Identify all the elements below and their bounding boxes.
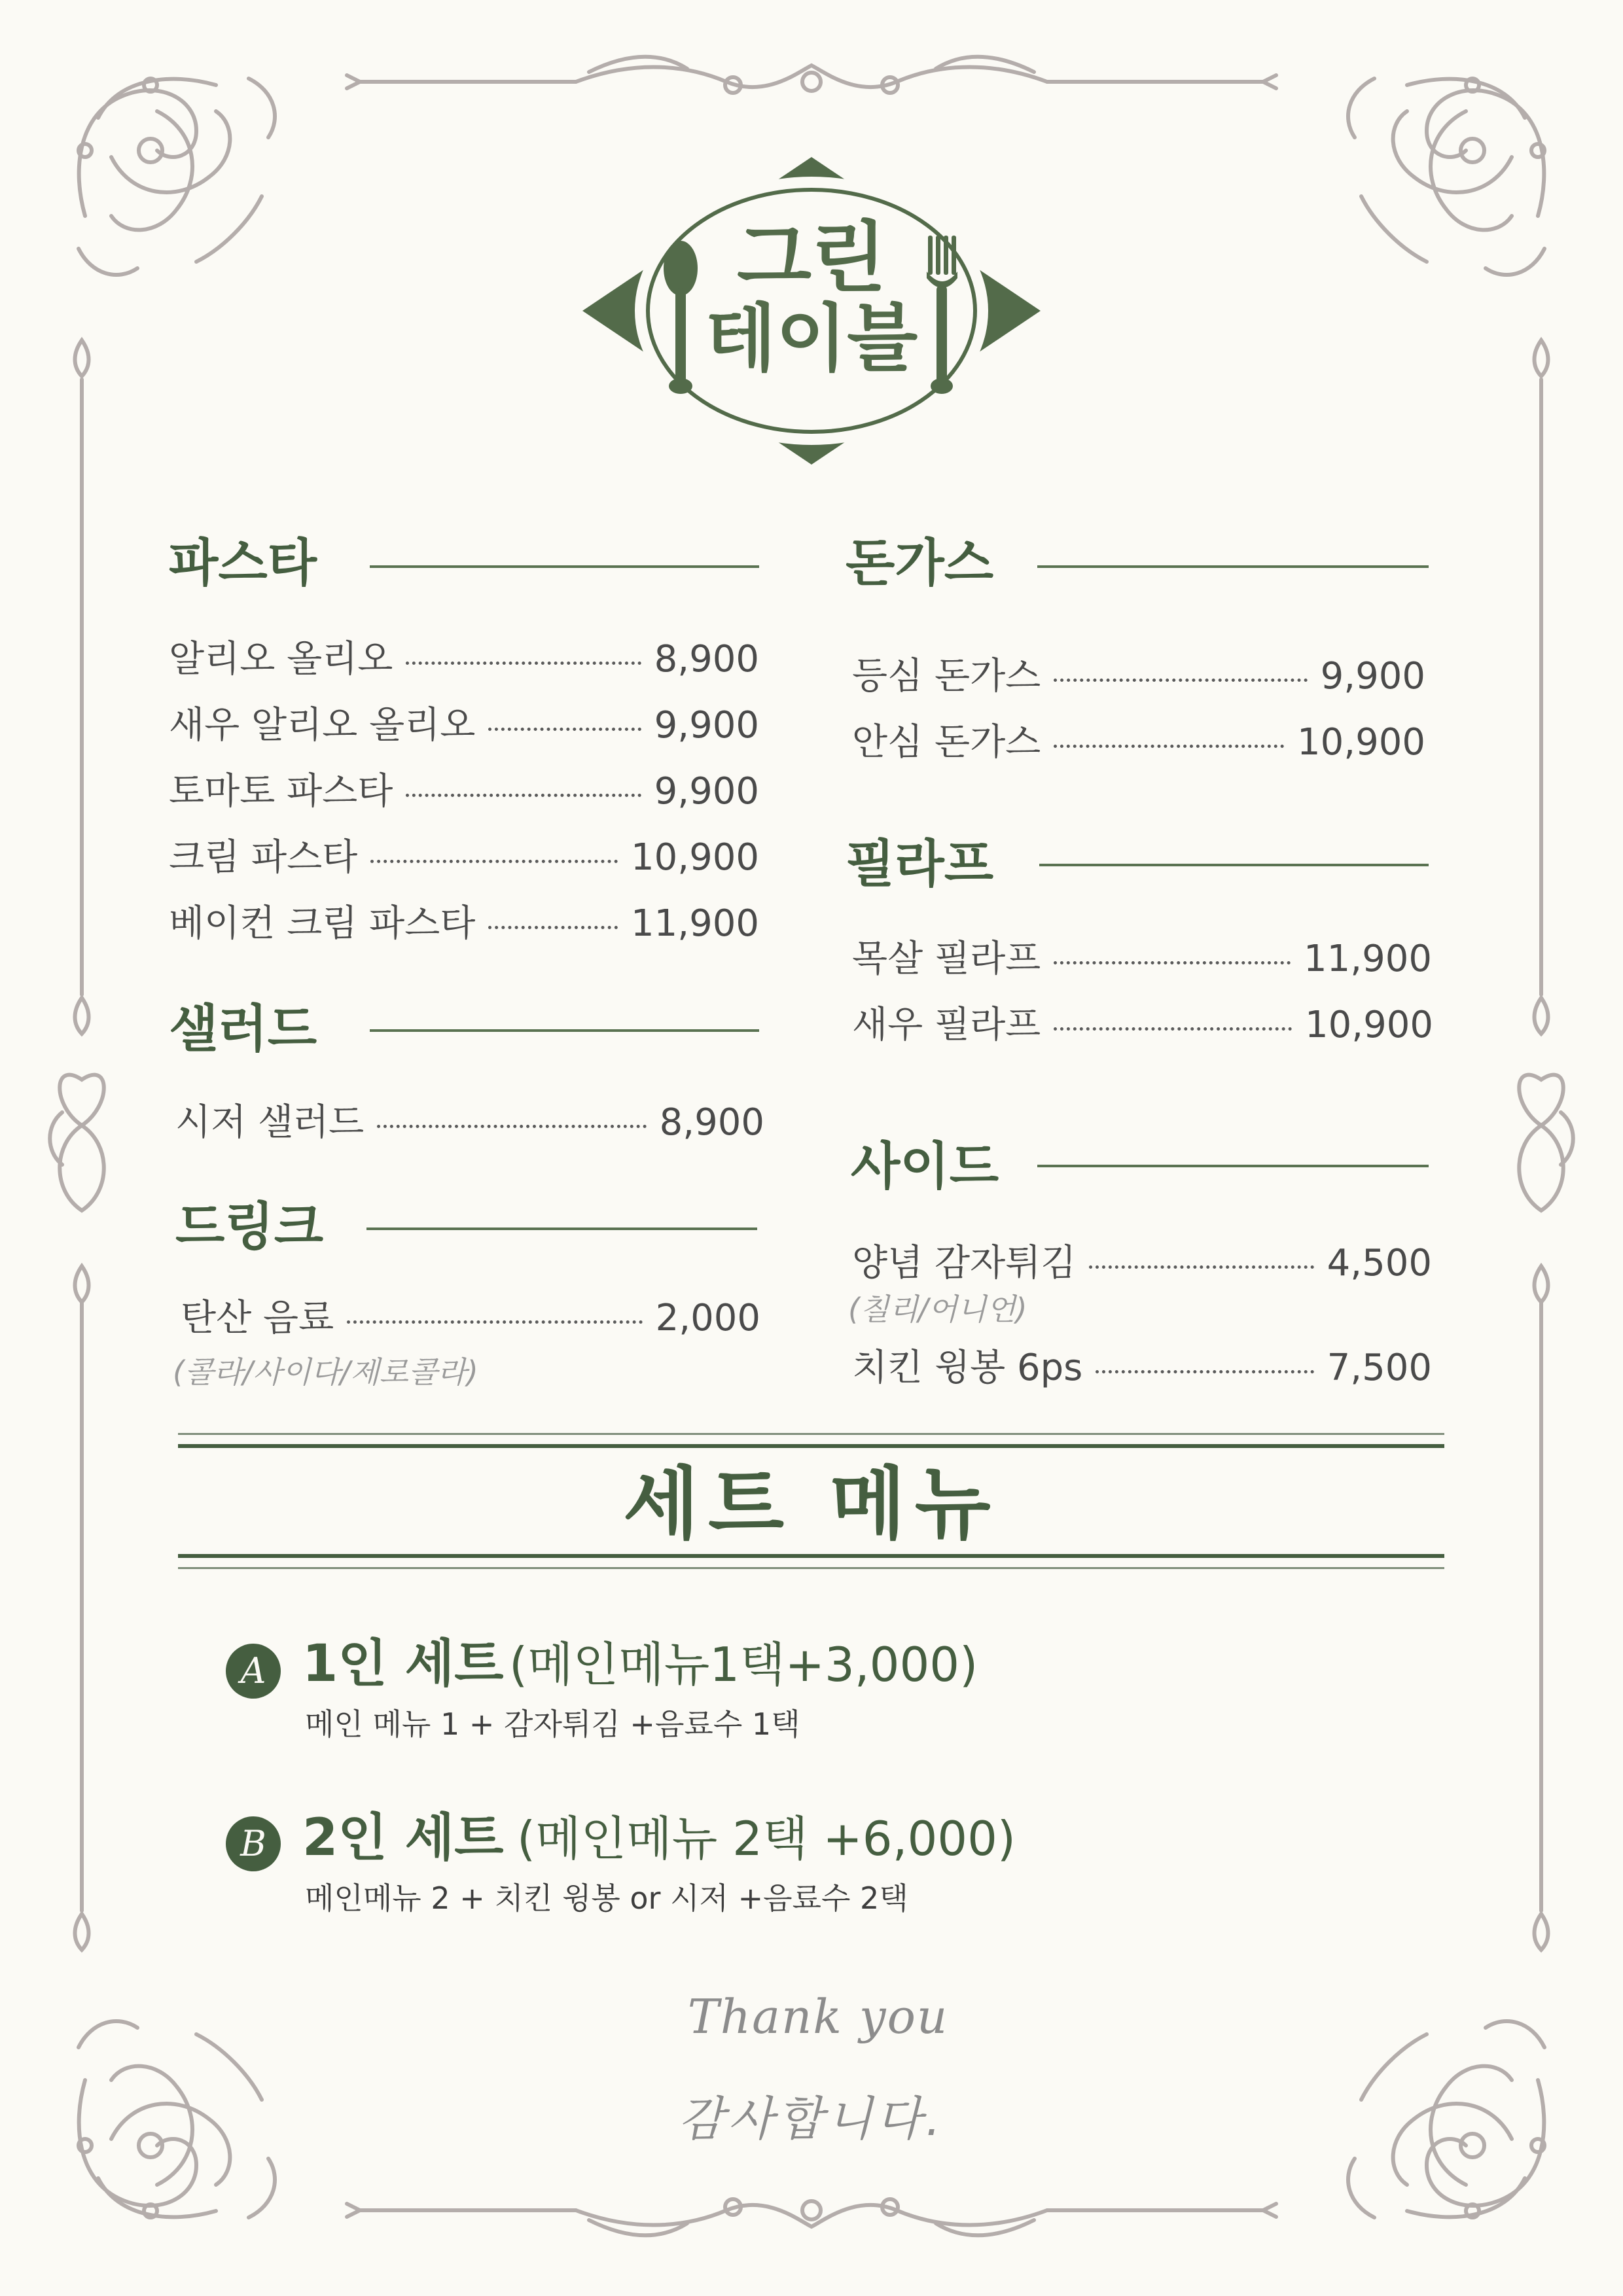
dot-leader	[488, 728, 641, 731]
section-title-drink: 드링크	[175, 1197, 324, 1256]
set-badge-a: A	[226, 1644, 281, 1699]
menu-item	[852, 1004, 1433, 1046]
set-menu-bottom-rule	[178, 1554, 1444, 1569]
dot-leader	[347, 1320, 642, 1324]
menu-item-price: 10,900	[1297, 721, 1425, 764]
menu-item-name: 토마토 파스타	[169, 770, 393, 813]
side-flourish-icon	[50, 1075, 104, 1210]
section-rule	[366, 1227, 757, 1230]
set-price: (메인메뉴1택+3,000)	[509, 1637, 978, 1692]
menu-item	[181, 1297, 760, 1339]
section-title-side: 사이드	[851, 1137, 999, 1196]
menu-item-note: (칠리/어니언)	[848, 1292, 1027, 1327]
section-rule	[1037, 1165, 1429, 1167]
menu-item-name: 탄산 음료	[181, 1297, 334, 1339]
menu-item	[169, 902, 759, 945]
menu-item-name: 새우 필라프	[852, 1004, 1041, 1046]
menu-item-note: (콜라/사이다/제로콜라)	[173, 1354, 478, 1390]
dot-leader	[488, 926, 618, 929]
menu-item	[169, 770, 759, 813]
menu-item	[169, 704, 759, 747]
menu-item	[852, 1347, 1432, 1389]
dot-leader	[377, 1125, 646, 1128]
logo-name-line1: 그린	[737, 213, 886, 303]
dot-leader	[1096, 1370, 1313, 1373]
top-flourish-icon	[347, 57, 1276, 93]
dot-leader	[1054, 961, 1291, 964]
set-menu-title: 세트 메뉴	[623, 1459, 1000, 1550]
menu-item-name: 목살 필라프	[852, 938, 1041, 980]
menu-item-name: 등심 돈가스	[852, 655, 1041, 698]
section-rule	[1039, 864, 1429, 866]
menu-item-price: 10,900	[1305, 1004, 1433, 1046]
menu-item	[852, 721, 1425, 764]
section-rule	[1037, 565, 1429, 568]
set-name: 1인 세트	[302, 1634, 504, 1693]
menu-item-name: 새우 알리오 올리오	[169, 704, 476, 747]
menu-item	[852, 1242, 1432, 1284]
menu-item	[169, 836, 759, 879]
menu-item-price: 8,900	[654, 638, 759, 680]
menu-item-price: 2,000	[655, 1297, 760, 1339]
section-title-donkatsu: 돈가스	[846, 534, 994, 593]
dot-leader	[1054, 679, 1307, 682]
menu-item-name: 크림 파스타	[169, 836, 358, 879]
section-title-salad: 샐러드	[169, 1000, 317, 1059]
menu-item-name: 시저 샐러드	[175, 1101, 365, 1144]
dot-leader	[406, 794, 641, 797]
section-title-pasta: 파스타	[169, 534, 317, 593]
thank-you-english: Thank you	[687, 1989, 949, 2044]
menu-item-price: 9,900	[654, 770, 759, 813]
set-menu-top-rule	[178, 1433, 1444, 1448]
set-description: 메인 메뉴 1 + 감자튀김 +음료수 1택	[305, 1706, 800, 1742]
menu-item	[169, 638, 759, 680]
menu-item-name: 치킨 윙봉 6ps	[852, 1347, 1083, 1389]
menu-item-name: 알리오 올리오	[169, 638, 393, 680]
set-name: 2인 세트	[302, 1809, 504, 1867]
corner-flourish-icon	[79, 79, 275, 275]
menu-item-name: 베이컨 크림 파스타	[169, 902, 476, 945]
menu-item-price: 4,500	[1327, 1242, 1432, 1284]
menu-item-price: 9,900	[1320, 655, 1425, 698]
menu-item-price: 11,900	[631, 902, 759, 945]
set-price: (메인메뉴 2택 +6,000)	[517, 1811, 1016, 1866]
section-rule	[370, 565, 759, 568]
dot-leader	[1054, 745, 1284, 748]
set-description: 메인메뉴 2 + 치킨 윙봉 or 시저 +음료수 2택	[305, 1881, 908, 1916]
section-rule	[370, 1029, 759, 1032]
section-title-pilaf: 필라프	[846, 835, 994, 894]
menu-item-name: 안심 돈가스	[852, 721, 1041, 764]
dot-leader	[370, 860, 618, 863]
menu-item	[852, 938, 1432, 980]
dot-leader	[1089, 1265, 1313, 1269]
dot-leader	[406, 662, 641, 665]
menu-item	[852, 655, 1425, 698]
logo-name-line2: 테이블	[705, 296, 918, 381]
menu-item-price: 11,900	[1304, 938, 1432, 980]
menu-item	[175, 1101, 764, 1144]
thank-you-korean: 감사합니다.	[678, 2091, 945, 2146]
menu-item-price: 7,500	[1327, 1347, 1432, 1389]
menu-item-price: 9,900	[654, 704, 759, 747]
set-badge-b: B	[226, 1816, 281, 1871]
bottom-flourish-icon	[347, 2199, 1276, 2235]
menu-item-name: 양념 감자튀김	[852, 1242, 1077, 1284]
menu-item-price: 10,900	[631, 836, 759, 879]
menu-item-price: 8,900	[659, 1101, 764, 1144]
dot-leader	[1054, 1027, 1292, 1031]
